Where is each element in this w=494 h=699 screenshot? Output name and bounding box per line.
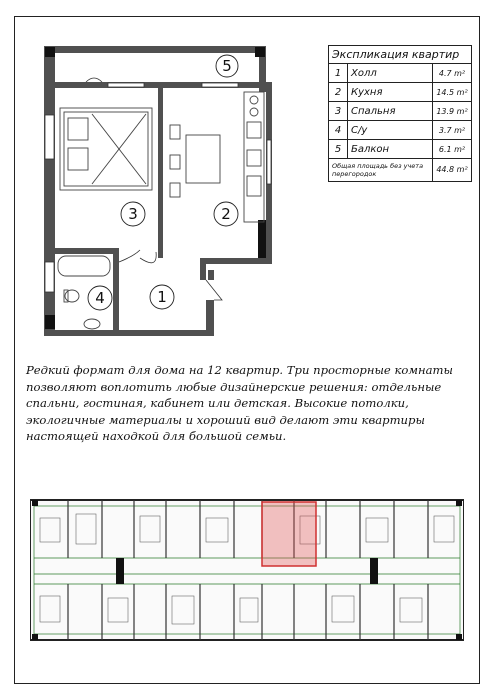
table-row: 2 Кухня 14.5 m² xyxy=(329,83,472,102)
table-row: 1 Холл 4.7 m² xyxy=(329,64,472,83)
room-marker-3: 3 xyxy=(128,205,138,223)
room-marker-4: 4 xyxy=(95,289,105,307)
explication-title: Экспликация квартир xyxy=(329,46,472,64)
total-row xyxy=(329,159,472,182)
room-marker-5: 5 xyxy=(222,57,232,75)
table-row: 4 С/у 3.7 m² xyxy=(329,121,472,140)
total-label: Общая площадь без учета перегородок xyxy=(329,159,433,182)
room-marker-2: 2 xyxy=(221,205,231,223)
table-row: 5 Балкон 6.1 m² xyxy=(329,140,472,159)
description-text: Редкий формат для дома на 12 квартир. Три просторные комнаты позволяют воплотить любые дизайнерские решения: отдельные спальни, гостиная, кабинет или детская. Высокие потолки, экологичные материалы и хороший вид делают эти квартиры настоящей находкой для большой семьи. xyxy=(26,363,453,443)
explication-table xyxy=(328,45,472,182)
room-marker-1: 1 xyxy=(157,288,167,306)
total-area: 44.8 m² xyxy=(433,159,472,182)
table-row: 3 Спальня 13.9 m² xyxy=(329,102,472,121)
selected-apartment-highlight xyxy=(262,502,316,566)
floor-plan-thumbnail xyxy=(30,496,464,642)
